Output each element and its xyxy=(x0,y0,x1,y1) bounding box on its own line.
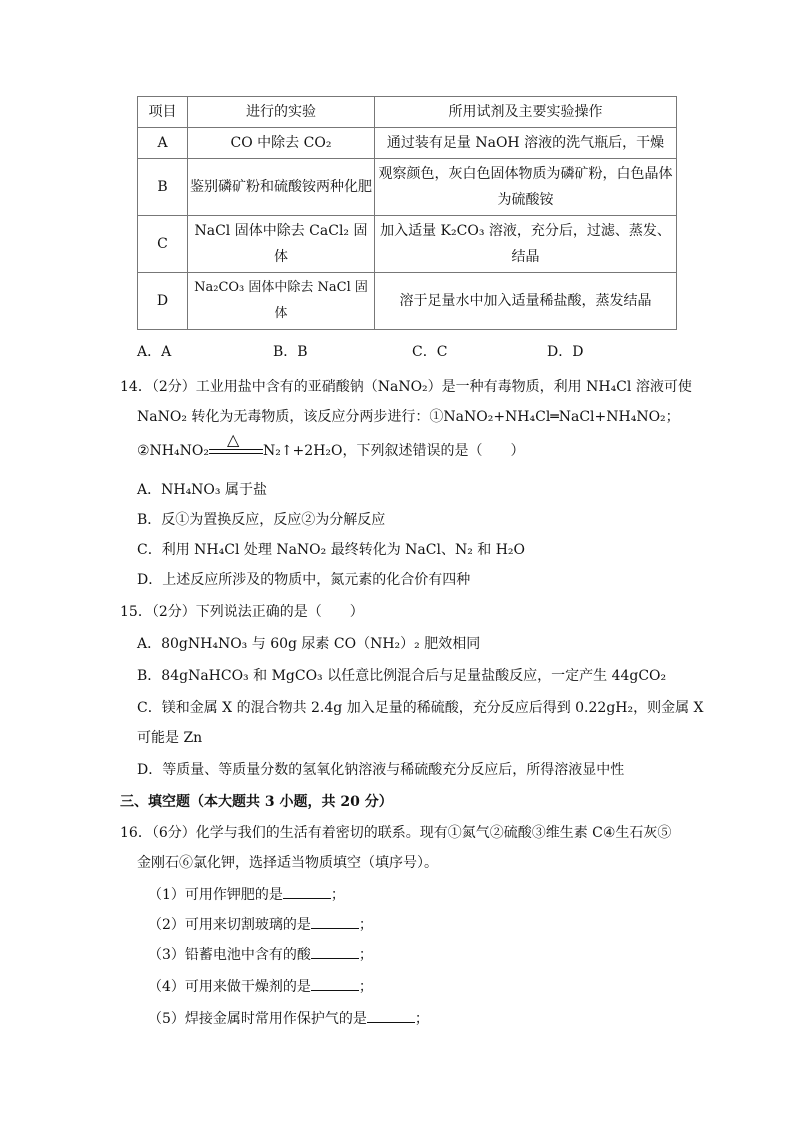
row-item: A xyxy=(138,128,188,159)
q16-item-label: （3）铅蓄电池中含有的酸 xyxy=(148,947,311,963)
row-experiment: NaCl 固体中除去 CaCl₂ 固体 xyxy=(188,216,375,273)
header-item: 项目 xyxy=(138,97,188,128)
table-header-row xyxy=(138,97,677,128)
q16-item: （4）可用来做干燥剂的是 ； xyxy=(148,979,373,995)
q16-item: （2）可用来切割玻璃的是 ； xyxy=(148,917,373,933)
q16-item: （3）铅蓄电池中含有的酸 ； xyxy=(148,947,373,963)
q15-choice-a: A．80gNH₄NO₃ 与 60g 尿素 CO（NH₂）₂ 肥效相同 xyxy=(137,636,481,652)
q14-stem-line1: 14．（2分）工业用盐中含有的亚硝酸钠（NaNO₂）是一种有毒物质，利用 NH₄Cl 溶液可使 xyxy=(120,379,692,395)
header-operation: 所用试剂及主要实验操作 xyxy=(375,97,677,128)
table-row xyxy=(138,159,677,216)
experiment-table xyxy=(137,96,677,330)
q16-stem-line1: 16．（6分）化学与我们的生活有着密切的联系。现有①氮气②硫酸③维生素 C④生石灰⑤ xyxy=(120,825,672,841)
q14-eq2-left: ②NH₄NO₂ xyxy=(137,443,209,459)
answer-blank[interactable] xyxy=(283,886,331,899)
section-heading: 三、填空题（本大题共 3 小题，共 20 分） xyxy=(120,794,393,810)
row-item: D xyxy=(138,273,188,330)
answer-blank[interactable] xyxy=(367,1010,415,1023)
table-row xyxy=(138,273,677,330)
answer-blank[interactable] xyxy=(311,946,359,959)
q15-choice-b: B．84gNaHCO₃ 和 MgCO₃ 以任意比例混合后与足量盐酸反应，一定产生 44gCO₂ xyxy=(137,668,667,684)
row-operation: 观察颜色，灰白色固体物质为磷矿粉，白色晶体为硫酸铵 xyxy=(375,159,677,216)
q16-item: （5）焊接金属时常用作保护气的是 ； xyxy=(148,1011,429,1027)
q15-choice-c-line1: C．镁和金属 X 的混合物共 2.4g 加入足量的稀硫酸，充分反应后得到 0.22gH₂，则金属 X xyxy=(137,700,704,716)
q14-choice-b: B．反①为置换反应，反应②为分解反应 xyxy=(137,512,386,528)
q14-equation2 xyxy=(137,430,677,460)
row-item: C xyxy=(138,216,188,273)
answer-blank[interactable] xyxy=(311,916,359,929)
table-row xyxy=(138,216,677,273)
row-operation: 溶于足量水中加入适量稀盐酸，蒸发结晶 xyxy=(375,273,677,330)
heat-arrow-icon: △ xyxy=(209,444,263,458)
row-operation: 通过装有足量 NaOH 溶液的洗气瓶后，干燥 xyxy=(375,128,677,159)
q14-stem-line2: NaNO₂ 转化为无毒物质，该反应分两步进行：①NaNO₂+NH₄Cl═NaCl+NH₄NO₂； xyxy=(137,409,680,425)
q16-stem-line2: 金刚石⑥氯化钾，选择适当物质填空（填序号）。 xyxy=(137,855,438,871)
answer-blank[interactable] xyxy=(311,978,359,991)
header-experiment: 进行的实验 xyxy=(188,97,375,128)
q16-item: （1）可用作钾肥的是 ； xyxy=(148,887,345,903)
q16-item-label: （5）焊接金属时常用作保护气的是 xyxy=(148,1011,367,1027)
row-item: B xyxy=(138,159,188,216)
q15-stem: 15．（2分）下列说法正确的是（ ） xyxy=(120,604,364,620)
q14-eq2-right: N₂↑+2H₂O，下列叙述错误的是（ ） xyxy=(262,443,525,459)
q16-item-label: （1）可用作钾肥的是 xyxy=(148,887,283,903)
q15-choice-c-line2: 可能是 Zn xyxy=(137,730,203,746)
q14-choice-a: A．NH₄NO₃ 属于盐 xyxy=(137,482,267,498)
q13-choice-a: A．A xyxy=(137,344,172,360)
q13-choice-d: D．D xyxy=(547,344,584,360)
row-experiment: Na₂CO₃ 固体中除去 NaCl 固体 xyxy=(188,273,375,330)
table-row xyxy=(138,128,677,159)
q14-choice-d: D．上述反应所涉及的物质中，氮元素的化合价有四种 xyxy=(137,572,471,588)
q15-choice-d: D．等质量、等质量分数的氢氧化钠溶液与稀硫酸充分反应后，所得溶液显中性 xyxy=(137,762,625,778)
row-operation: 加入适量 K₂CO₃ 溶液，充分后，过滤、蒸发、结晶 xyxy=(375,216,677,273)
q16-item-label: （2）可用来切割玻璃的是 xyxy=(148,917,311,933)
row-experiment: 鉴别磷矿粉和硫酸铵两种化肥 xyxy=(188,159,375,216)
q14-choice-c: C．利用 NH₄Cl 处理 NaNO₂ 最终转化为 NaCl、N₂ 和 H₂O xyxy=(137,542,526,558)
row-experiment: CO 中除去 CO₂ xyxy=(188,128,375,159)
q16-item-label: （4）可用来做干燥剂的是 xyxy=(148,979,311,995)
q13-choice-c: C．C xyxy=(412,344,448,360)
q13-choice-b: B．B xyxy=(273,344,308,360)
